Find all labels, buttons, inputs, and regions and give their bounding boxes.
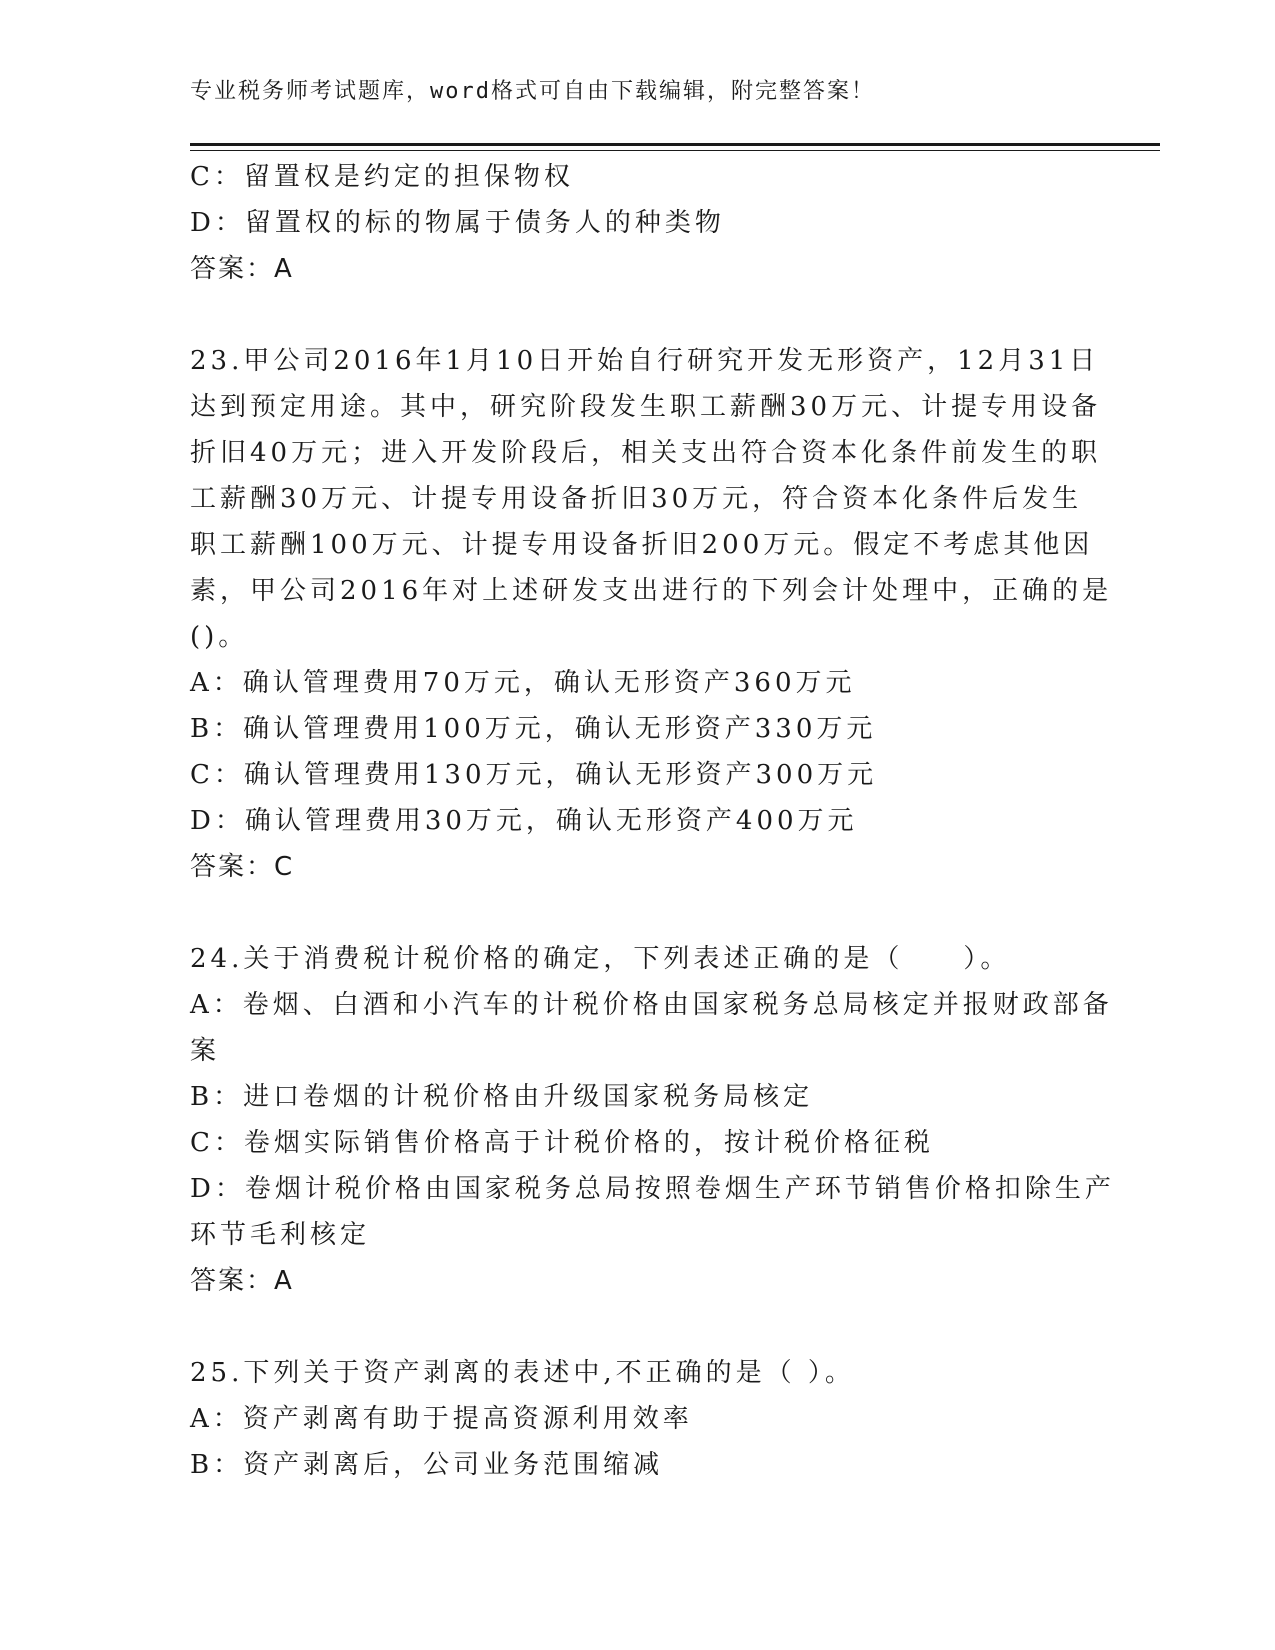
- option-line: B：确认管理费用100万元，确认无形资产330万元: [190, 714, 877, 744]
- question-stem-line: 达到预定用途。其中，研究阶段发生职工薪酬30万元、计提专用设备: [190, 392, 1102, 422]
- option-line: B：进口卷烟的计税价格由升级国家税务局核定: [190, 1082, 814, 1112]
- option-line: A：确认管理费用70万元，确认无形资产360万元: [190, 668, 856, 698]
- option-line: D：卷烟计税价格由国家税务总局按照卷烟生产环节销售价格扣除生产: [190, 1174, 1115, 1204]
- question-23: [190, 338, 1113, 890]
- option-line: C：卷烟实际销售价格高于计税价格的，按计税价格征税: [190, 1128, 934, 1158]
- carryover-block: [190, 154, 1090, 292]
- question-stem-line: 24.关于消费税计税价格的确定，下列表述正确的是（ ）。: [190, 944, 1011, 974]
- spacer: [190, 1304, 1090, 1350]
- question-stem-line: 折旧40万元；进入开发阶段后，相关支出符合资本化条件前发生的职: [190, 438, 1102, 468]
- page-header: 专业税务师考试题库，word格式可自由下载编辑，附完整答案！: [190, 79, 875, 104]
- option-line: A：资产剥离有助于提高资源利用效率: [190, 1404, 693, 1434]
- document-body: [190, 154, 1115, 1488]
- question-stem-line: ()。: [190, 622, 249, 652]
- question-25: [190, 1350, 1090, 1488]
- option-line: B：资产剥离后，公司业务范围缩减: [190, 1450, 664, 1480]
- option-line: D：确认管理费用30万元，确认无形资产400万元: [190, 806, 858, 836]
- header-rule-thick: [190, 143, 1160, 146]
- option-line: A：卷烟、白酒和小汽车的计税价格由国家税务总局核定并报财政部备: [190, 990, 1113, 1020]
- option-line: C：留置权是约定的担保物权: [190, 162, 574, 192]
- question-24: [190, 936, 1115, 1304]
- question-stem-line: 工薪酬30万元、计提专用设备折旧30万元，符合资本化条件后发生: [190, 484, 1083, 514]
- spacer: [190, 292, 1090, 338]
- option-line: D：留置权的标的物属于债务人的种类物: [190, 208, 725, 238]
- answer-line: 答案：A: [190, 1266, 294, 1296]
- answer-line: 答案：C: [190, 852, 295, 882]
- header-rule-thin: [190, 150, 1160, 151]
- question-stem-line: 23.甲公司2016年1月10日开始自行研究开发无形资产，12月31日: [190, 346, 1100, 376]
- spacer: [190, 890, 1090, 936]
- option-line: 环节毛利核定: [190, 1220, 371, 1250]
- option-line: 案: [190, 1036, 221, 1066]
- question-stem-line: 25.下列关于资产剥离的表述中,不正确的是（ ）。: [190, 1358, 855, 1388]
- question-stem-line: 素，甲公司2016年对上述研发支出进行的下列会计处理中，正确的是: [190, 576, 1113, 606]
- question-stem-line: 职工薪酬100万元、计提专用设备折旧200万元。假定不考虑其他因: [190, 530, 1094, 560]
- option-line: C：确认管理费用130万元，确认无形资产300万元: [190, 760, 878, 790]
- answer-line: 答案：A: [190, 254, 294, 284]
